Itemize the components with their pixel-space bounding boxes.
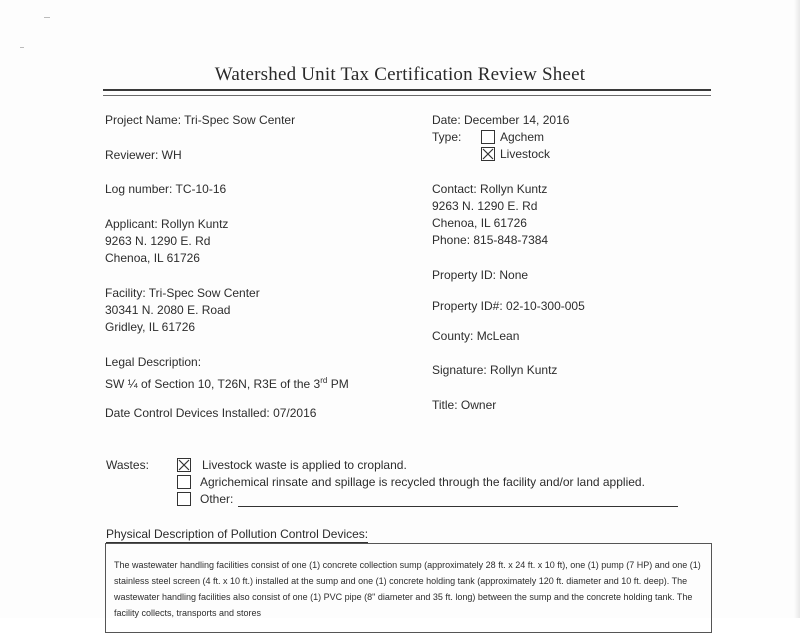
wastes-label: Wastes: xyxy=(106,458,149,472)
date-installed: Date Control Devices Installed: 07/2016 xyxy=(105,406,317,420)
scan-speck xyxy=(44,17,50,18)
wastes-other-checkbox[interactable] xyxy=(177,492,191,506)
log-number: Log number: TC-10-16 xyxy=(105,182,227,196)
contact-line: 9263 N. 1290 E. Rd xyxy=(432,199,538,213)
physical-description-heading: Physical Description of Pollution Control Devices: xyxy=(106,527,369,541)
applicant-line: Applicant: Rollyn Kuntz xyxy=(105,217,229,231)
applicant-line: 9263 N. 1290 E. Rd xyxy=(105,234,211,248)
type-agchem-label: Agchem xyxy=(500,130,545,144)
scan-edge xyxy=(794,0,800,618)
page-title: Watershed Unit Tax Certification Review Sheet xyxy=(214,64,586,85)
check-x-icon xyxy=(178,459,190,471)
title-rule xyxy=(103,89,711,96)
type-livestock-label: Livestock xyxy=(500,147,551,161)
legal-description-suffix: PM xyxy=(327,377,349,391)
check-x-icon xyxy=(482,148,494,160)
county: County: McLean xyxy=(432,329,520,343)
facility-line: 30341 N. 2080 E. Road xyxy=(105,303,231,317)
signer-title: Title: Owner xyxy=(432,398,497,412)
wastes-other-label: Other: xyxy=(200,492,234,506)
applicant-line: Chenoa, IL 61726 xyxy=(105,251,200,265)
contact-line: Contact: Rollyn Kuntz xyxy=(432,182,548,196)
legal-description-text: SW ¼ of Section 10, T26N, R3E of the 3 xyxy=(105,377,321,391)
type-label: Type: xyxy=(432,130,462,144)
physical-description-box xyxy=(105,543,712,633)
project-name: Project Name: Tri-Spec Sow Center xyxy=(105,113,296,127)
wastes-other-field[interactable] xyxy=(238,506,678,507)
contact-line: Chenoa, IL 61726 xyxy=(432,216,527,230)
review-date: Date: December 14, 2016 xyxy=(432,113,570,127)
wastes-agrichemical-label: Agrichemical rinsate and spillage is recycled through the facility and/or land applied. xyxy=(200,475,645,489)
legal-description-value xyxy=(105,372,349,393)
type-livestock-checkbox[interactable] xyxy=(481,147,495,161)
wastes-agrichemical-checkbox[interactable] xyxy=(177,475,191,489)
scan-speck xyxy=(20,47,24,48)
signature: Signature: Rollyn Kuntz xyxy=(432,363,558,377)
type-agchem-checkbox[interactable] xyxy=(481,130,495,144)
contact-phone: Phone: 815-848-7384 xyxy=(432,233,549,247)
legal-description-label: Legal Description: xyxy=(105,355,202,369)
facility-line: Gridley, IL 61726 xyxy=(105,320,196,334)
property-id-number: Property ID#: 02-10-300-005 xyxy=(432,299,585,313)
facility-line: Facility: Tri-Spec Sow Center xyxy=(105,286,260,300)
legal-description-sup: rd xyxy=(320,376,328,385)
physical-description-text: The wastewater handling facilities consist of one (1) concrete collection sump (approximately 28 ft. x 24 ft. x 10 ft), one (1) pump (7 HP) and one (1) stainless steel screen (4 ft. x 10 ft.) installed at the sump and one (1) concrete holding tank (approximately 120 ft. diameter and 10 ft. deep). The wastewater handling facilities also consist of one (1) PVC pipe (8" diameter and 35 ft. long) between the sump and the concrete holding tank. The facility collects, transports and stores xyxy=(114,560,701,618)
property-id: Property ID: None xyxy=(432,268,529,282)
reviewer: Reviewer: WH xyxy=(105,148,182,162)
wastes-livestock-label: Livestock waste is applied to cropland. xyxy=(202,458,407,472)
wastes-livestock-checkbox[interactable] xyxy=(177,458,191,472)
